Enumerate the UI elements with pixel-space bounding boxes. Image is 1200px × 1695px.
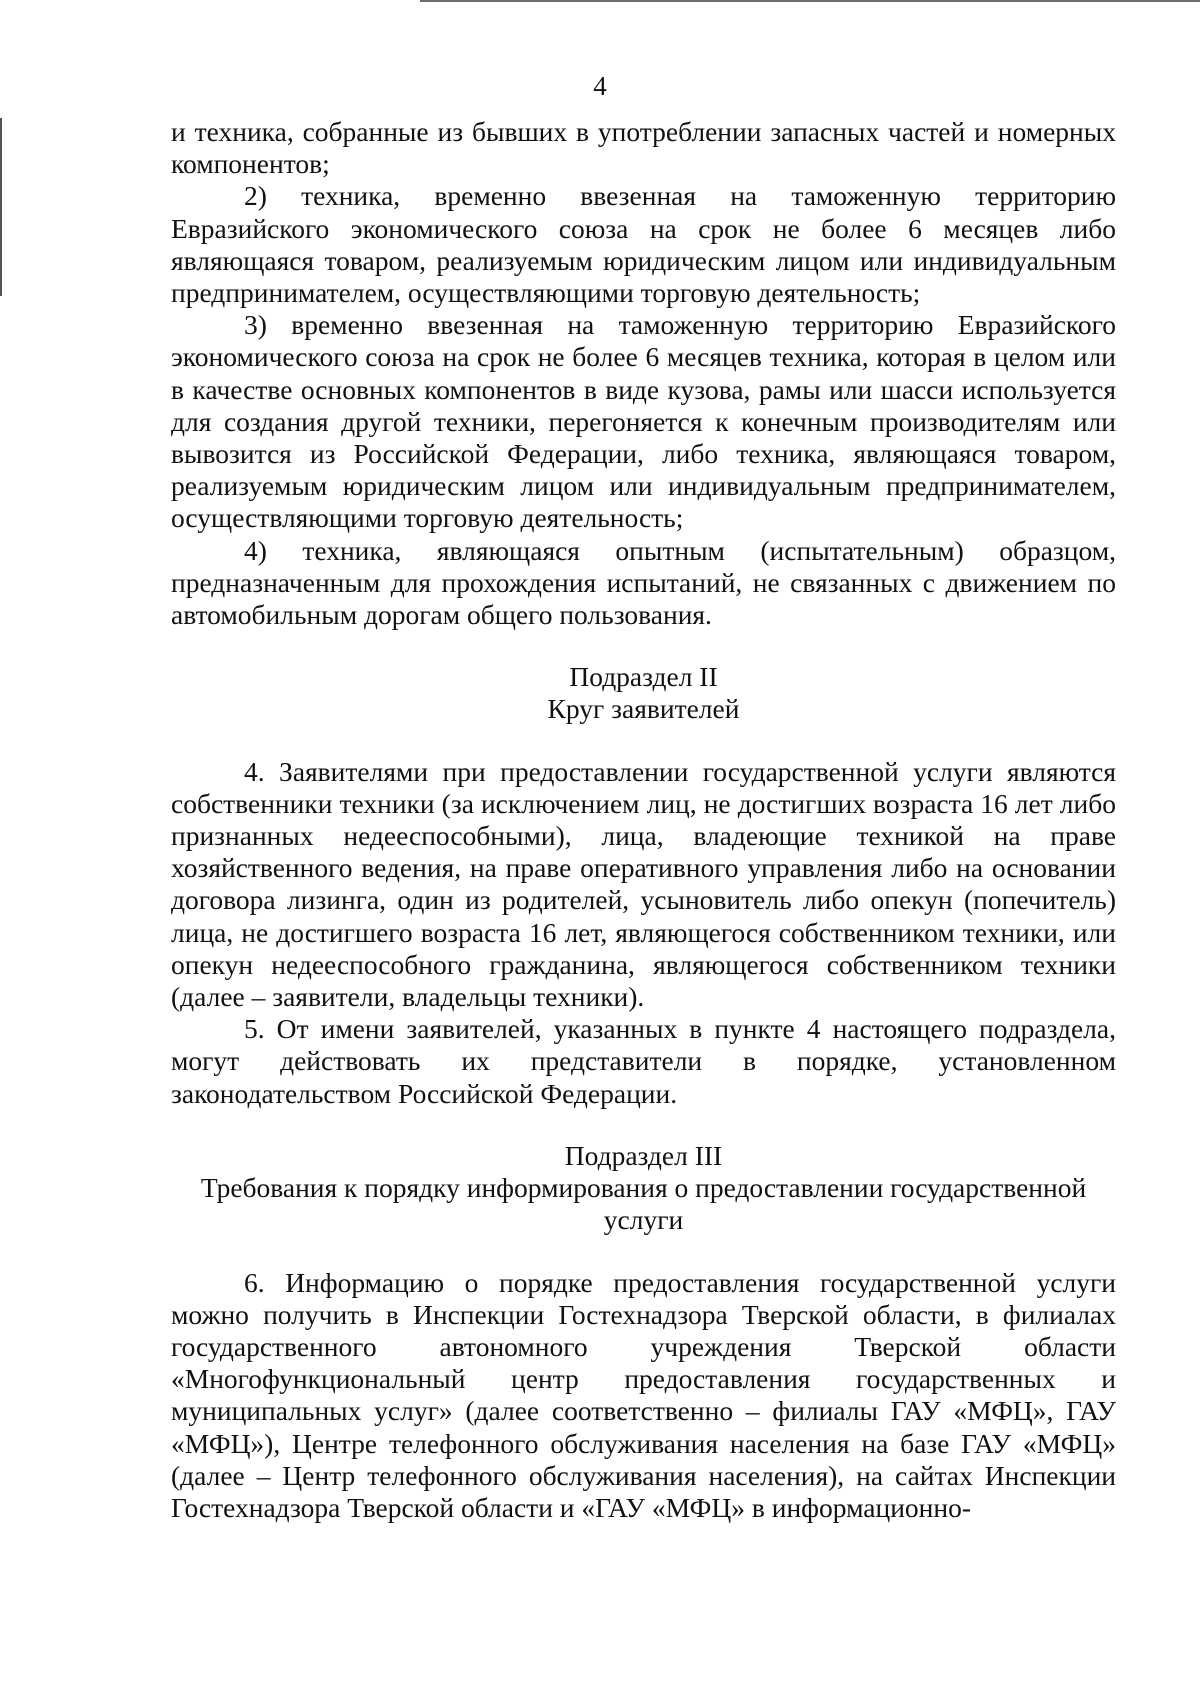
paragraph-4: 4. Заявителями при предоставлении государственной услуги являются собственники техники (за исключением лиц, не достигших возраста 16 лет либо признанных недееспособными), лица, владеющие техникой на праве хозяйственного ведения, на праве оперативного управления либо на основании договора лизинга, один из родителей, усыновитель либо опекун (попечитель) лица, не достигшего возраста 16 лет, являющегося собственником техники, или опекун недееспособного гражданина, являющегося собственником техники (далее – заявители, владельцы техники).: [171, 755, 1116, 1013]
paragraph-item-2: 2) техника, временно ввезенная на таможенную территорию Евразийского экономического союза на срок не более 6 месяцев либо являющаяся товаром, реализуемым юридическим лицом или индивидуальным предпринимателем, осуществляющими торговую деятельность;: [171, 180, 1116, 309]
subsection-3-title: Требования к порядку информирования о предоставлении государственной услуги: [200, 1172, 1087, 1236]
page-number: 4: [593, 71, 607, 101]
subsection-2-title: Круг заявителей: [547, 693, 740, 725]
paragraph-continuation: и техника, собранные из бывших в употреблении запасных частей и номерных компонентов;: [171, 116, 1116, 180]
scan-edge-top: [420, 0, 1200, 2]
paragraph-5: 5. От имени заявителей, указанных в пункте 4 настоящего подраздела, могут действовать их представители в порядке, установленном законодательством Российской Федерации.: [171, 1013, 1116, 1109]
subsection-2-label: Подраздел II: [569, 661, 718, 693]
paragraph-item-3: 3) временно ввезенная на таможенную территорию Евразийского экономического союза на срок не более 6 месяцев техника, которая в целом или в качестве основных компонентов в виде кузова, рамы или шасси используется для создания другой техники, перегоняется к конечным производителям или вывозится из Российской Федерации, либо техника, являющаяся товаром, реализуемым юридическим лицом или индивидуальным предпринимателем, осуществляющими торговую деятельность;: [171, 309, 1116, 534]
paragraph-6: 6. Информацию о порядке предоставления государственной услуги можно получить в Инспекции Гостехнадзора Тверской области, в филиалах государственного автономного учреждения Тверской области «Многофункциональный центр предоставления государственных и муниципальных услуг» (далее соответственно – филиалы ГАУ «МФЦ», ГАУ «МФЦ»), Центре телефонного обслуживания населения на базе ГАУ «МФЦ» (далее – Центр телефонного обслуживания населения), на сайтах Инспекции Гостехнадзора Тверской области и «ГАУ «МФЦ» в информационно-: [171, 1266, 1116, 1523]
paragraph-item-4: 4) техника, являющаяся опытным (испытательным) образцом, предназначенным для прохождения испытаний, не связанных с движением по автомобильным дорогам общего пользования.: [171, 534, 1116, 631]
document-body: [171, 116, 1116, 1524]
scan-edge-left: [0, 118, 2, 296]
subsection-3-label: Подраздел III: [564, 1139, 723, 1171]
